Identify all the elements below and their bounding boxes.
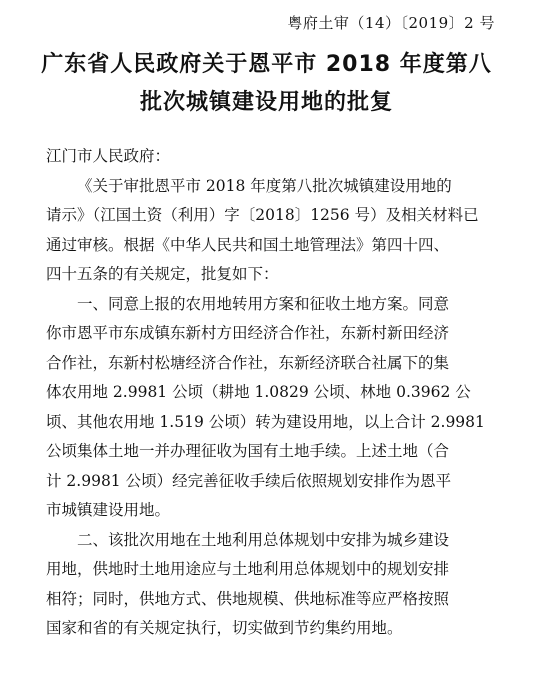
paragraph-line: 市城镇建设用地。: [46, 501, 171, 519]
salutation: 江门市人民政府：: [46, 147, 171, 165]
paragraph-line: 《关于审批恩平市 2018 年度第八批次城镇建设用地的: [77, 176, 452, 195]
title-line: 批次城镇建设用地的批复: [139, 90, 393, 115]
paragraph-line: 一、同意上报的农用地转用方案和征收土地方案。同意: [77, 294, 450, 313]
paragraph-line: 顷、其他农用地 1.519 公顷）转为建设用地，以上合计 2.9981: [46, 412, 485, 431]
paragraph-line: 计 2.9981 公顷）经完善征收手续后依照规划安排作为恩平: [46, 471, 452, 490]
paragraph-line: 相符；同时，供地方式、供地规模、供地标准等应严格按照: [46, 589, 450, 608]
paragraph-line: 请示》（江国土资（利用）字〔2018〕1256 号）及相关材料已: [46, 206, 479, 224]
paragraph-line: 用地，供地时土地用途应与土地利用总体规划中的规划安排: [46, 560, 450, 578]
document-body: [46, 142, 493, 644]
paragraph-line: 二、该批次用地在土地利用总体规划中安排为城乡建设: [77, 530, 450, 549]
paragraph-line: 体农用地 2.9981 公顷（耕地 1.0829 公顷、林地 0.3962 公: [46, 383, 471, 401]
paragraph-line: 合作社，东新村松塘经济合作社，东新经济联合社属下的集: [46, 353, 450, 372]
document-title: [30, 46, 503, 122]
title-line: 广东省人民政府关于恩平市 2018 年度第八: [41, 52, 492, 77]
paragraph-item-one: [46, 290, 493, 526]
paragraph-request: [46, 172, 493, 290]
paragraph-line: 国家和省的有关规定执行，切实做到节约集约用地。: [46, 619, 403, 637]
document-number: 粤府土审（14）〔2019〕2 号: [287, 14, 495, 32]
paragraph-line: 公顷集体土地一并办理征收为国有土地手续。上述土地（合: [46, 442, 450, 460]
paragraph-item-two: [46, 526, 493, 644]
paragraph-line: 通过审核。根据《中华人民共和国土地管理法》第四十四、: [46, 235, 450, 254]
paragraph-line: 你市恩平市东成镇东新村方田经济合作社，东新村新田经济: [46, 324, 450, 342]
paragraph-line: 四十五条的有关规定，批复如下：: [46, 265, 279, 283]
